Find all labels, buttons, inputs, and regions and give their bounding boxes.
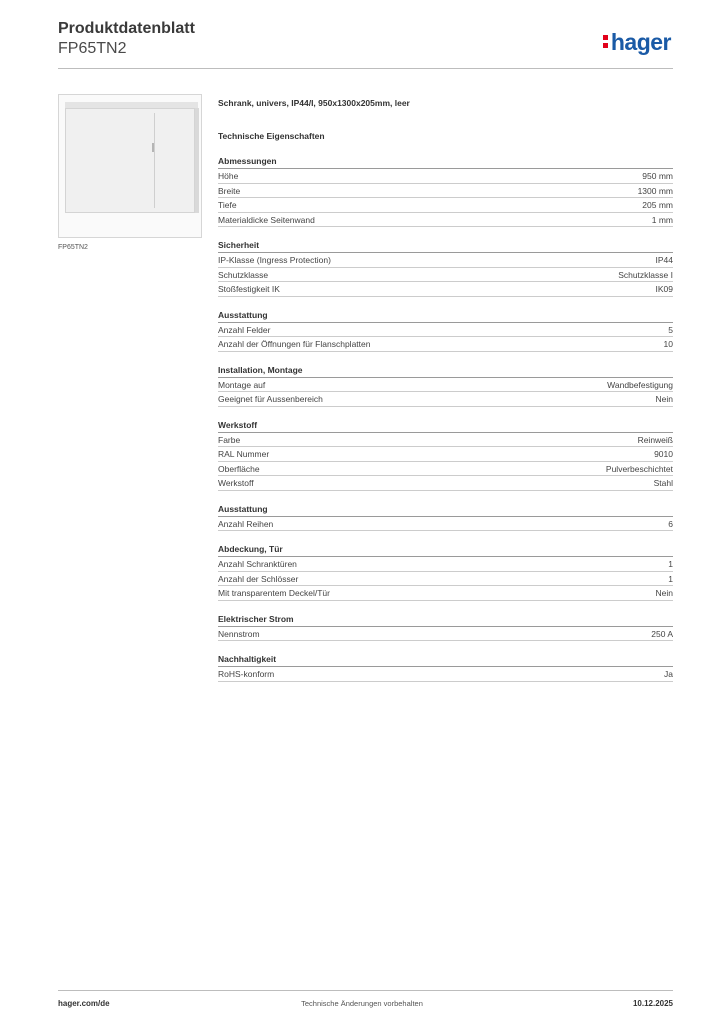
tech-heading: Technische Eigenschaften [218,131,325,141]
page-header [58,20,673,68]
spec-section [218,653,673,682]
spec-value: Ja [664,669,673,679]
spec-value: Pulverbeschichtet [605,463,673,474]
spec-label: Anzahl der Öffnungen für Flanschplatten [218,339,371,349]
section-title: Ausstattung [218,503,673,517]
hager-logo [603,30,671,54]
spec-label: Breite [218,185,241,196]
spec-label: Mit transparentem Deckel/Tür [218,588,330,598]
spec-label: RoHS-konform [218,669,275,679]
spec-value: 5 [668,324,673,335]
spec-value: 205 mm [642,200,673,210]
spec-label: Materialdicke Seitenwand [218,214,315,225]
spec-section [218,543,673,601]
product-description: Schrank, univers, IP44/I, 950x1300x205mm, leer [218,98,410,108]
spec-row [218,572,673,587]
spec-section [218,613,673,642]
spec-value: Reinweiß [637,434,673,445]
spec-value: Nein [655,394,673,404]
spec-label: RAL Nummer [218,449,270,459]
spec-sections [218,155,673,682]
spec-value: Nein [655,588,673,598]
spec-row [218,586,673,601]
footer-notice: Technische Änderungen vorbehalten [301,999,423,1008]
footer-website: hager.com/de [58,999,110,1008]
spec-row [218,337,673,352]
cabinet-side [195,108,199,213]
section-title: Sicherheit [218,239,673,253]
section-title: Elektrischer Strom [218,613,673,627]
spec-label: Anzahl Schranktüren [218,559,297,569]
section-title: Abmessungen [218,155,673,169]
spec-value: IP44 [655,255,673,265]
spec-row [218,323,673,338]
spec-content [218,96,673,682]
spec-section [218,419,673,491]
spec-label: Geeignet für Aussenbereich [218,394,323,404]
logo-dots-icon [603,35,609,49]
spec-row [218,462,673,477]
spec-value: Wandbefestigung [607,379,673,390]
spec-value: 950 mm [642,171,673,181]
spec-row [218,392,673,407]
section-title: Werkstoff [218,419,673,433]
logo-text: hager [610,29,671,55]
cabinet-door-seam [154,113,155,208]
spec-value: 250 A [651,628,673,639]
section-title: Nachhaltigkeit [218,653,673,667]
spec-row [218,378,673,393]
spec-label: Nennstrom [218,628,260,639]
spec-label: Anzahl Felder [218,324,271,335]
spec-value: 10 [663,339,673,349]
spec-row [218,557,673,572]
spec-section [218,503,673,532]
spec-row [218,627,673,642]
product-code: FP65TN2 [58,40,127,57]
spec-row [218,268,673,283]
image-caption: FP65TN2 [58,244,88,251]
spec-section [218,364,673,407]
page-title: Produktdatenblatt [58,20,195,37]
spec-row [218,184,673,199]
spec-value: 6 [668,518,673,529]
spec-row [218,447,673,462]
spec-row [218,476,673,491]
section-title: Installation, Montage [218,364,673,378]
spec-label: Tiefe [218,200,237,210]
spec-section [218,155,673,227]
spec-value: 1300 mm [637,185,673,196]
spec-label: Anzahl der Schlösser [218,573,299,584]
spec-label: Höhe [218,171,239,181]
spec-label: Werkstoff [218,478,254,488]
spec-value: IK09 [655,284,673,294]
spec-value: 1 [668,573,673,584]
spec-section [218,309,673,352]
spec-value: Schutzklasse I [618,269,673,280]
spec-row [218,253,673,268]
spec-row [218,433,673,448]
spec-label: Montage auf [218,379,266,390]
spec-section [218,239,673,297]
section-title: Abdeckung, Tür [218,543,673,557]
spec-label: IP-Klasse (Ingress Protection) [218,255,331,265]
spec-label: Farbe [218,434,241,445]
spec-label: Schutzklasse [218,269,269,280]
spec-value: 9010 [654,449,673,459]
spec-row [218,198,673,213]
cabinet-front [65,108,195,213]
spec-value: 1 mm [651,214,673,225]
spec-row [218,282,673,297]
spec-label: Stoßfestigkeit IK [218,284,280,294]
header-divider [58,68,673,69]
footer-date: 10.12.2025 [632,999,673,1008]
spec-label: Oberfläche [218,463,260,474]
spec-value: 1 [668,559,673,569]
section-title: Ausstattung [218,309,673,323]
product-image [58,94,202,238]
footer-divider [58,990,673,991]
cabinet-handle-icon [152,143,154,152]
spec-row [218,667,673,682]
spec-row [218,169,673,184]
spec-value: Stahl [653,478,673,488]
spec-row [218,517,673,532]
spec-label: Anzahl Reihen [218,518,274,529]
spec-row [218,213,673,228]
